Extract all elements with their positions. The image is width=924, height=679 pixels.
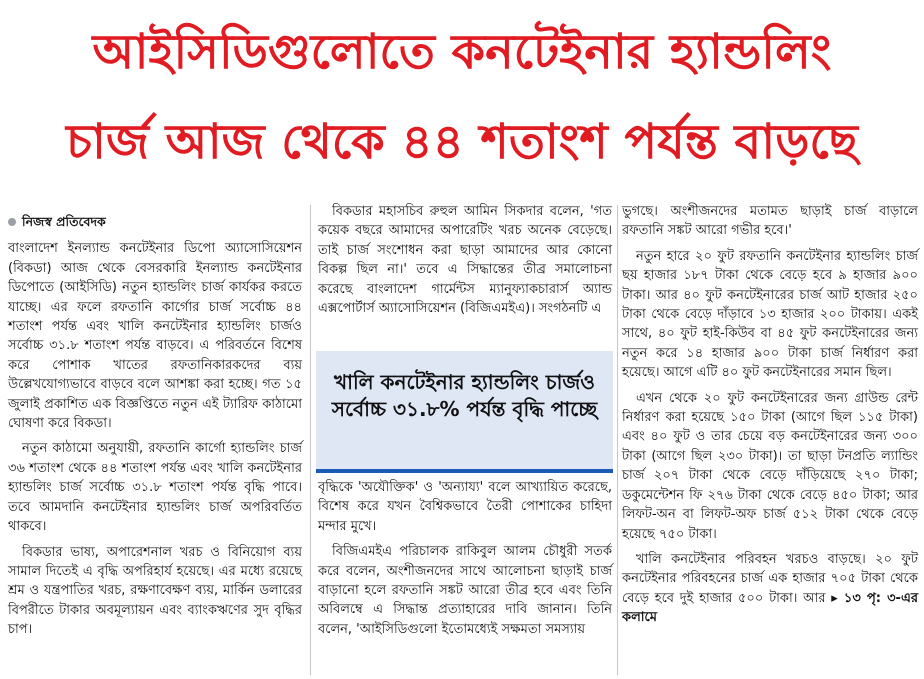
article-column-3 — [622, 202, 918, 634]
paragraph: বিজিএমইএ পরিচালক রাকিবুল আলম চৌধুরী সতর্ক করে বলেন, অংশীজনদের সাথে আলোচনা ছাড়াই চার্জ বাড়ানো হলে রফতানি সঙ্কট আরো তীব্র হবে এবং তিনি অবিলম্বে এ সিদ্ধান্ত প্রত্যাহারের দাবি জানান। তিনি বলেন, 'আইসিডিগুলো ইতোমধ্যেই সক্ষমতা সমস্যায় — [318, 544, 612, 637]
continuation-marker: ▸ ১৩ পৃ: ৩-এর কলামে — [622, 590, 918, 626]
paragraph: বিকডার ভাষ্য, অপারেশনাল খরচ ও বিনিয়োগ ব্যয় সামাল দিতেই এ বৃদ্ধি অপরিহার্য হয়েছে। এর মধ্যে রয়েছে শ্রম ও যন্ত্রপাতির খরচ, রক্ষণাবেক্ষণ ব্যয়, মার্কিন ডলারের বিপরীতে টাকার অবমূল্যায়ন এবং ব্যাংকঋণের সুদ বৃদ্ধির চাপ। — [8, 544, 302, 638]
pull-quote-text: খালি কনটেইনার হ্যান্ডলিং চার্জও সর্বোচ্চ ৩১.৮% পর্যন্ত বৃদ্ধি পাচ্ছে — [331, 370, 598, 421]
headline — [0, 0, 924, 200]
byline — [8, 212, 302, 231]
article-column-2-top — [318, 202, 612, 324]
paragraph: বিকডার মহাসচিব রুহুল আমিন সিকদার বলেন, 'গত কয়েক বছরে আমাদের অপারেটিং খরচ অনেক বেড়েছে। তাই চার্জ সংশোধন করা ছাড়া আমাদের আর কোনো বিকল্প ছিল না।' তবে এ সিদ্ধান্তের তীব্র সমালোচনা করেছে বাংলাদেশ গার্মেন্টস ম্যানুফ্যাকচারার্স অ্যান্ড এক্সপোর্টার্স অ্যাসোসিয়েশন (বিজিএমইএ)। সংগঠনটি এ — [318, 204, 612, 317]
headline-line-1: আইসিডিগুলোতে কনটেইনার হ্যান্ডলিং — [92, 24, 832, 80]
pull-quote-box — [316, 351, 613, 473]
paragraph: নতুন হারে ২০ ফুট রফতানি কনটেইনার হ্যান্ডলিং চার্জ ছয় হাজার ১৮৭ টাকা থেকে বেড়ে হবে ৯ হাজার ৯০০ টাকা। আর ৪০ ফুট কনটেইনারের চার্জ আট হাজার ২৫০ টাকা থেকে বেড়ে দাঁড়াবে ১৩ হাজার ২০০ টাকায়। একই সাথে, ৪০ ফুট হাই-কিউব বা ৪৫ ফুট কনটেইনারের জন্য নতুন করে ১৪ হাজার ৯০০ টাকা চার্জ নির্ধারণ করা হয়েছে। আগে এটি ৪০ ফুট কনটেইনারের সমান ছিল। — [622, 248, 918, 381]
article-column-2-bottom — [318, 478, 612, 645]
article-column-1 — [8, 212, 302, 646]
paragraph: নতুন কাঠামো অনুযায়ী, রফতানি কার্গো হ্যান্ডলিং চার্জ ৩৬ শতাংশ থেকে ৪৪ শতাংশ পর্যন্ত এবং খালি কনটেইনার হ্যান্ডলিং চার্জ সর্বোচ্চ ৩১.৮ শতাংশ পর্যন্ত বৃদ্ধি পাবে। তবে আমদানি কনটেইনার হ্যান্ডলিং চার্জ অপরিবর্তিত থাকবে। — [8, 441, 302, 535]
paragraph: ভুগছে। অংশীজনদের মতামত ছাড়াই চার্জ বাড়ালে রফতানি সঙ্কট আরো গভীর হবে।' — [622, 204, 918, 239]
column-divider — [310, 205, 311, 675]
headline-line-2: চার্জ আজ থেকে ৪৪ শতাংশ পর্যন্ত বাড়ছে — [66, 114, 858, 170]
paragraph — [622, 550, 918, 628]
bullet-icon — [8, 218, 16, 226]
column-divider — [617, 205, 618, 675]
paragraph: বৃদ্ধিকে 'অযৌক্তিক' ও 'অন্যায্য' বলে আখ্যায়িত করেছে, বিশেষ করে যখন বৈশ্বিকভাবে তৈরী পোশাকের চাহিদা মন্দার মুখে। — [318, 480, 612, 534]
continuation-text: ১৩ পৃ: ৩-এর কলামে — [622, 590, 918, 626]
paragraph-text: খালি কনটেইনার পরিবহন খরচও বাড়ছে। ২০ ফুট কনটেইনার পরিবহনের চার্জ এক হাজার ৭০৫ টাকা থেকে বেড়ে হবে দুই হাজার ৫০০ টাকা। আর — [622, 551, 918, 606]
paragraph: বাংলাদেশ ইনল্যান্ড কনটেইনার ডিপো অ্যাসোসিয়েশন (বিকডা) আজ থেকে বেসরকারি ইনল্যান্ড কনটেইনার ডিপোতে (আইসিডি) নতুন হ্যান্ডলিং চার্জ কার্যকর করতে যাচ্ছে। এর ফলে রফতানি কার্গোর চার্জ সর্বোচ্চ ৪৪ শতাংশ পর্যন্ত এবং খালি কনটেইনার হ্যান্ডলিং চার্জও সর্বোচ্চ ৩১.৮ শতাংশ পর্যন্ত বাড়বে। এ পরিবর্তনে বিশেষ করে পোশাক খাতের রফতানিকারকদের ব্যয় উল্লেখযোগ্যভাবে বাড়বে বলে আশঙ্কা করা হচ্ছে। গত ১৫ জুলাই প্রকাশিত এক বিজ্ঞপ্তিতে নতুন এই ট্যারিফ কাঠামো ঘোষণা করে বিকডা। — [8, 241, 302, 432]
paragraph: এখন থেকে ২০ ফুট কনটেইনারের জন্য গ্রাউন্ড রেন্ট নির্ধারণ করা হয়েছে ১৫০ টাকা (আগে ছিল ১১৫ টাকা) এবং ৪০ ফুট ও তার চেয়ে বড় কনটেইনারের জন্য ৩০০ টাকা (আগে ছিল ২৩০ টাকা)। তা ছাড়া টনপ্রতি ল্যান্ডিং চার্জ ২০৭ টাকা থেকে বেড়ে দাঁড়িয়েছে ২৭০ টাকা; ডকুমেন্টেশন ফি ২৭৬ টাকা থেকে বেড়ে ৪৫০ টাকা; আর লিফট-অন বা লিফট-অফ চার্জ ৫১২ টাকা থেকে বেড়ে হয়েছে ৭৫০ টাকা। — [622, 390, 918, 542]
byline-text: নিজস্ব প্রতিবেদক — [22, 214, 106, 229]
